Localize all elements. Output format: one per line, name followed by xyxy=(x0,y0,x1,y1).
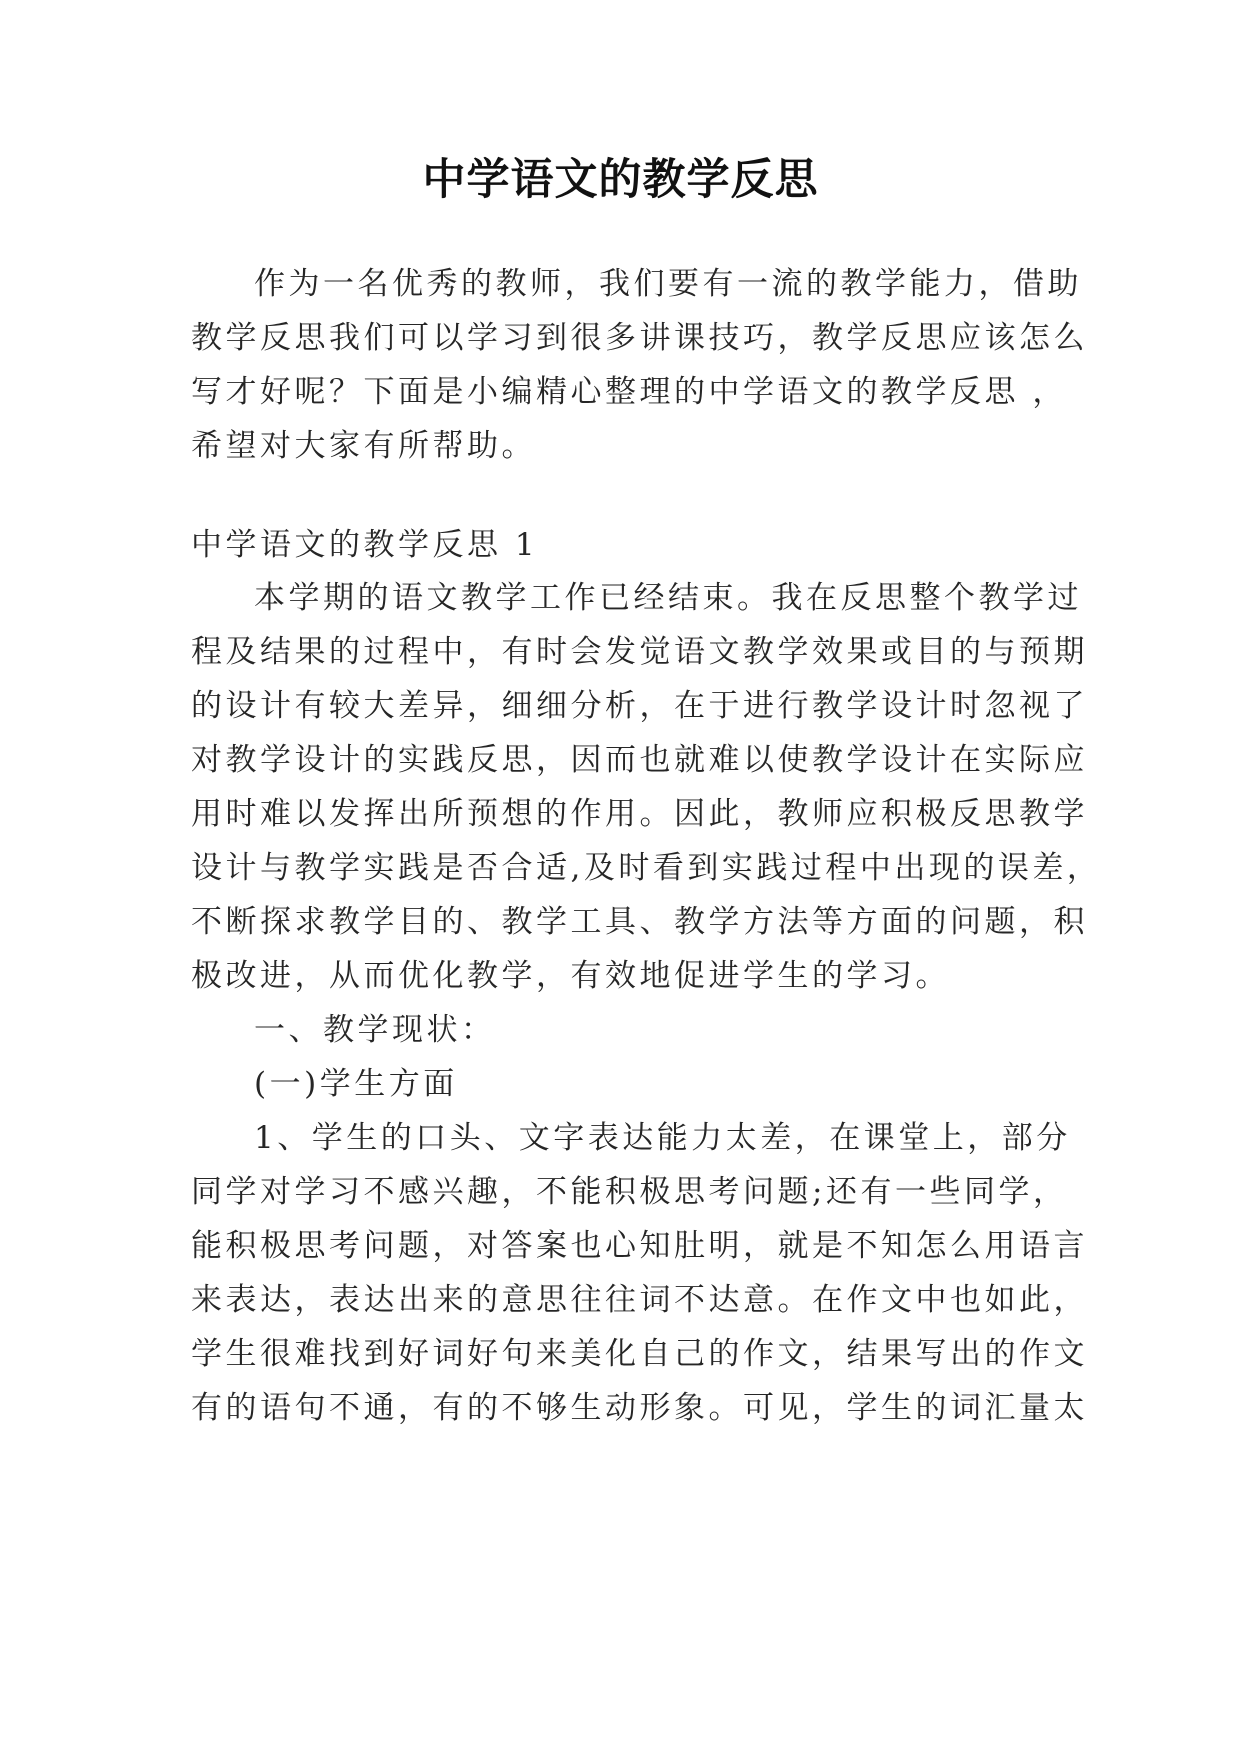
body-line: 对教学设计的实践反思，因而也就难以使教学设计在实际应 xyxy=(191,742,1088,778)
intro-line: 希望对大家有所帮助。 xyxy=(191,428,536,464)
body-line: 设计与教学实践是否合适,及时看到实践过程中出现的误差， xyxy=(191,850,1102,886)
body-line: 程及结果的过程中，有时会发觉语文教学效果或目的与预期 xyxy=(191,634,1088,670)
document-title: 中学语文的教学反思 xyxy=(422,155,819,205)
intro-line: 作为一名优秀的教师，我们要有一流的教学能力，借助 xyxy=(254,266,1082,302)
body-line: 同学对学习不感兴趣，不能积极思考问题;还有一些同学， xyxy=(191,1174,1068,1210)
intro-line: 写才好呢？下面是小编精心整理的中学语文的教学反思 ， xyxy=(191,374,1067,410)
subheading: 一、教学现状： xyxy=(254,1012,496,1048)
section-heading: 中学语文的教学反思 1 xyxy=(191,527,539,563)
intro-line: 教学反思我们可以学习到很多讲课技巧，教学反思应该怎么 xyxy=(191,320,1088,356)
body-line: 来表达，表达出来的意思往往词不达意。在作文中也如此， xyxy=(191,1282,1088,1318)
body-line: 本学期的语文教学工作已经结束。我在反思整个教学过 xyxy=(254,580,1082,616)
body-line: 不断探求教学目的、教学工具、教学方法等方面的问题，积 xyxy=(191,904,1088,940)
body-line: 极改进，从而优化教学，有效地促进学生的学习。 xyxy=(191,958,950,994)
body-line: 1、学生的口头、文字表达能力太差，在课堂上，部分 xyxy=(254,1120,1071,1156)
body-line: 的设计有较大差异，细细分析，在于进行教学设计时忽视了 xyxy=(191,688,1088,724)
body-line: 学生很难找到好词好句来美化自己的作文，结果写出的作文 xyxy=(191,1336,1088,1372)
subheading: (一)学生方面 xyxy=(254,1066,458,1102)
body-line: 用时难以发挥出所预想的作用。因此，教师应积极反思教学 xyxy=(191,796,1088,832)
body-line: 能积极思考问题，对答案也心知肚明，就是不知怎么用语言 xyxy=(191,1228,1088,1264)
body-line: 有的语句不通，有的不够生动形象。可见，学生的词汇量太 xyxy=(191,1390,1088,1426)
